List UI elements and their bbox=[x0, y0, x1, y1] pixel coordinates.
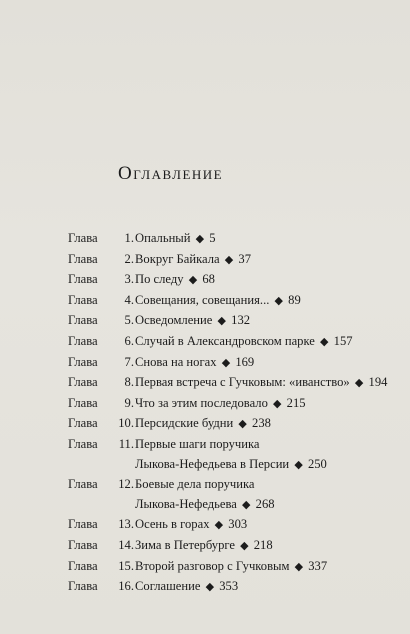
chapter-label: Глава bbox=[68, 477, 98, 492]
page-number: 169 bbox=[235, 354, 255, 369]
toc-entry bbox=[68, 414, 398, 435]
diamond-separator-icon: ◆ bbox=[320, 335, 329, 348]
chapter-label: Глава bbox=[68, 517, 98, 532]
page-number: 238 bbox=[252, 416, 271, 431]
page-number: 353 bbox=[219, 579, 239, 594]
chapter-label: Глава bbox=[68, 395, 98, 410]
diamond-separator-icon: ◆ bbox=[294, 458, 303, 471]
toc-entry bbox=[68, 291, 398, 312]
chapter-label: Глава bbox=[68, 313, 98, 328]
page-number: 303 bbox=[228, 517, 248, 532]
toc-entry bbox=[68, 577, 398, 598]
chapter-title: Персидские будни bbox=[135, 416, 234, 431]
chapter-label: Глава bbox=[68, 375, 98, 390]
chapter-number: 15. bbox=[118, 558, 134, 573]
page-number: 218 bbox=[253, 537, 273, 552]
chapter-title: Снова на ногах bbox=[135, 354, 217, 369]
chapter-title-line-2: Лыкова-Нефедьева в Персии bbox=[135, 456, 290, 471]
diamond-separator-icon: ◆ bbox=[274, 294, 283, 307]
chapter-label: Глава bbox=[68, 292, 98, 307]
chapter-number: 2. bbox=[124, 251, 134, 266]
chapter-title-line-2: Лыкова-Нефедьева bbox=[135, 496, 237, 511]
diamond-separator-icon: ◆ bbox=[205, 581, 215, 594]
chapter-number: 13. bbox=[118, 517, 134, 532]
page-number: 68 bbox=[202, 272, 215, 287]
chapter-title-line-1: Первые шаги поручика bbox=[135, 436, 260, 451]
diamond-separator-icon: ◆ bbox=[224, 253, 234, 266]
chapter-title: Что за этим последовало bbox=[135, 395, 268, 410]
toc-entry bbox=[68, 250, 398, 271]
chapter-title: Соглашение bbox=[135, 579, 201, 594]
chapter-number: 12. bbox=[118, 477, 134, 492]
diamond-separator-icon: ◆ bbox=[273, 397, 282, 410]
chapter-number: 8. bbox=[124, 375, 134, 390]
page-number: 215 bbox=[286, 395, 306, 410]
chapter-title: Осведомление bbox=[135, 313, 213, 328]
chapter-number: 1. bbox=[124, 231, 134, 245]
diamond-separator-icon: ◆ bbox=[188, 274, 198, 287]
chapter-label: Глава bbox=[68, 558, 98, 573]
chapter-label: Глава bbox=[68, 251, 98, 266]
chapter-title-line-1: Боевые дела поручика bbox=[135, 477, 255, 492]
chapter-label: Глава bbox=[68, 272, 98, 287]
chapter-title: Зима в Петербурге bbox=[135, 537, 235, 552]
page-number: 194 bbox=[368, 375, 388, 390]
diamond-separator-icon: ◆ bbox=[214, 519, 224, 532]
toc-entry bbox=[68, 353, 398, 374]
chapter-title: Вокруг Байкала bbox=[135, 251, 220, 266]
chapter-label: Глава bbox=[68, 416, 98, 431]
chapter-title: Опальный bbox=[135, 231, 191, 245]
toc-entry bbox=[68, 435, 398, 475]
toc-entry bbox=[68, 311, 398, 332]
chapter-number: 16. bbox=[118, 579, 134, 594]
chapter-number: 11. bbox=[118, 436, 134, 451]
chapter-number: 14. bbox=[118, 537, 134, 552]
toc-entry bbox=[68, 394, 398, 415]
chapter-title: Случай в Александровском парке bbox=[135, 333, 315, 348]
diamond-separator-icon: ◆ bbox=[242, 498, 251, 511]
chapter-number: 3. bbox=[124, 272, 134, 287]
toc-entry bbox=[68, 536, 398, 557]
chapter-title: Первая встреча с Гучковым: «иванство» bbox=[135, 375, 350, 390]
chapter-title: По следу bbox=[135, 272, 184, 287]
chapter-number: 7. bbox=[124, 354, 134, 369]
chapter-number: 6. bbox=[124, 333, 134, 348]
page-number: 250 bbox=[307, 456, 327, 471]
toc-entry bbox=[68, 557, 398, 578]
page-number: 337 bbox=[308, 558, 328, 573]
chapter-label: Глава bbox=[68, 579, 98, 594]
chapter-number: 10. bbox=[118, 416, 134, 431]
diamond-separator-icon: ◆ bbox=[221, 356, 231, 369]
chapter-label: Глава bbox=[68, 537, 98, 552]
diamond-separator-icon: ◆ bbox=[240, 539, 249, 552]
page-number: 132 bbox=[231, 313, 251, 328]
page-title: Оглавление bbox=[118, 163, 224, 184]
chapter-label: Глава bbox=[68, 354, 98, 369]
toc-entry bbox=[68, 515, 398, 536]
chapter-label: Глава bbox=[68, 436, 98, 451]
page-number: 37 bbox=[238, 251, 251, 266]
chapter-title: Совещания, совещания... bbox=[135, 292, 270, 307]
page-number: 268 bbox=[255, 496, 275, 511]
diamond-separator-icon: ◆ bbox=[238, 418, 247, 431]
chapter-label: Глава bbox=[68, 231, 98, 245]
toc-entry bbox=[68, 373, 398, 394]
toc-entry bbox=[68, 475, 398, 515]
table-of-contents bbox=[68, 229, 398, 598]
toc-entry bbox=[68, 229, 398, 250]
toc-entry bbox=[68, 270, 398, 291]
diamond-separator-icon: ◆ bbox=[354, 377, 364, 390]
toc-entry bbox=[68, 332, 398, 353]
diamond-separator-icon: ◆ bbox=[217, 315, 226, 328]
diamond-separator-icon: ◆ bbox=[294, 560, 304, 573]
chapter-title: Второй разговор с Гучковым bbox=[135, 558, 290, 573]
page-number: 157 bbox=[333, 333, 353, 348]
chapter-number: 9. bbox=[124, 395, 134, 410]
chapter-number: 5. bbox=[124, 313, 134, 328]
chapter-number: 4. bbox=[124, 292, 134, 307]
chapter-title: Осень в горах bbox=[135, 517, 210, 532]
chapter-label: Глава bbox=[68, 333, 98, 348]
diamond-separator-icon: ◆ bbox=[195, 233, 205, 245]
page-number: 5 bbox=[209, 231, 216, 245]
page-number: 89 bbox=[288, 292, 301, 307]
